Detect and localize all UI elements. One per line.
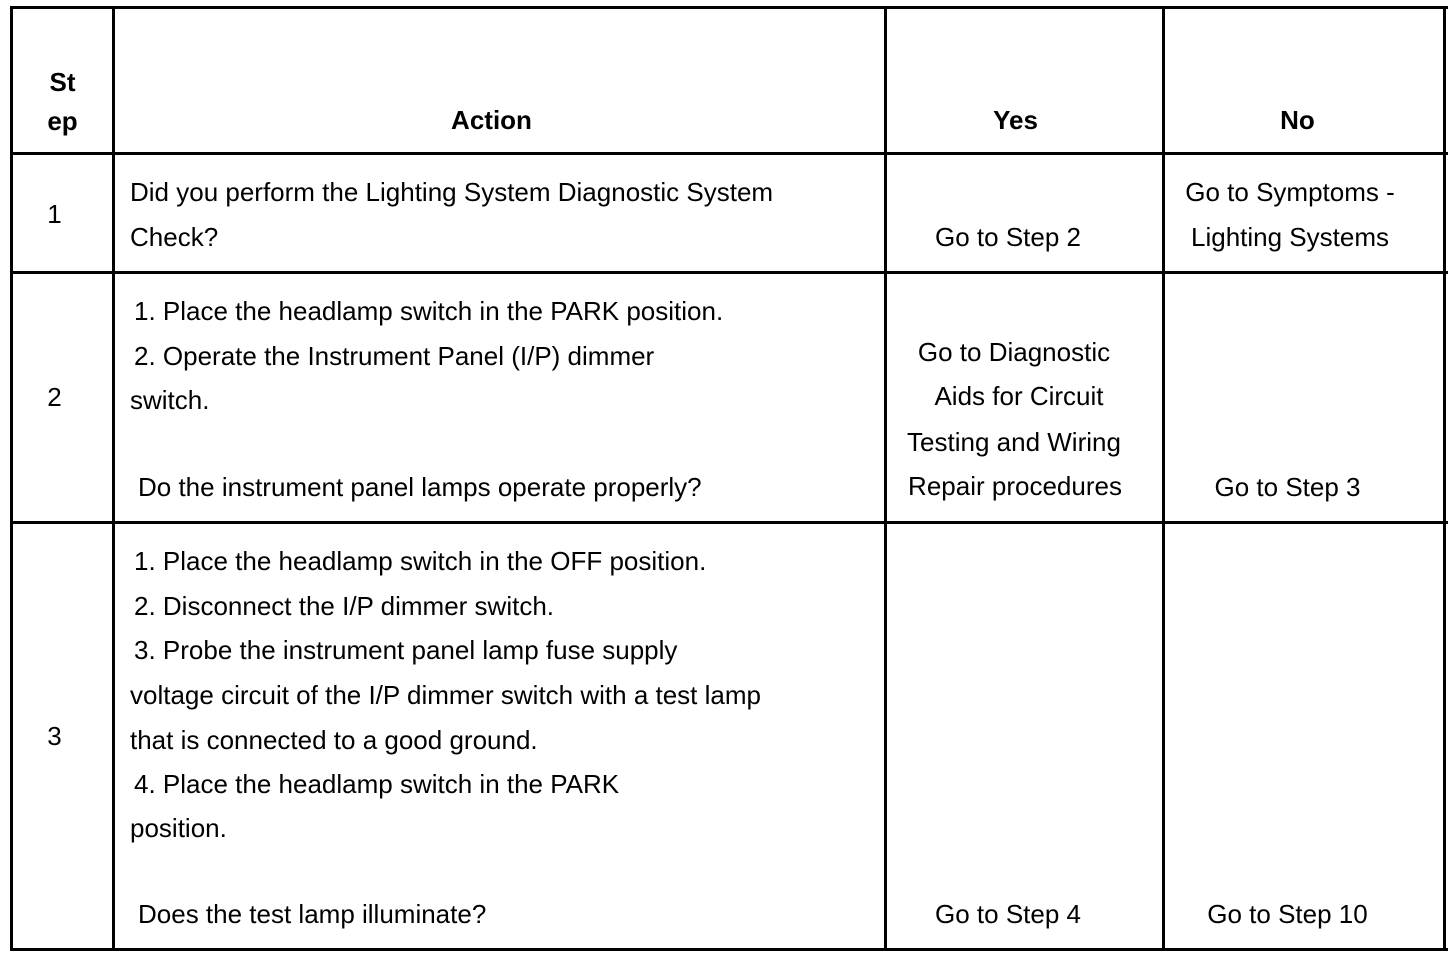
- row-1-action-line: Did you perform the Lighting System Diagnostic System: [130, 177, 774, 207]
- row-3-no: Go to Step 10: [1207, 899, 1368, 929]
- row-2-action-question: Do the instrument panel lamps operate properly?: [138, 472, 702, 502]
- header-no: No: [1280, 105, 1315, 135]
- row-1-no-line: Lighting Systems: [1191, 222, 1389, 252]
- row-3-action-line: 2. Disconnect the I/P dimmer switch.: [134, 591, 555, 621]
- row-3-action-line: 4. Place the headlamp switch in the PARK: [134, 769, 620, 799]
- row-3-yes: Go to Step 4: [935, 899, 1081, 929]
- header-step-line-2: ep: [47, 106, 78, 136]
- row-2-no: Go to Step 3: [1214, 472, 1361, 502]
- row-3-action-question: Does the test lamp illuminate?: [138, 899, 487, 929]
- row-2-action-line: 2. Operate the Instrument Panel (I/P) dimmer: [134, 341, 655, 371]
- table-border-top: [10, 6, 1448, 9]
- row-2-bottom-rule: [10, 521, 1448, 524]
- row-3-action-line: that is connected to a good ground.: [130, 725, 538, 755]
- row-3-step: 3: [47, 721, 62, 751]
- row-2-yes-line: Testing and Wiring: [907, 427, 1121, 457]
- row-2-action-line: 1. Place the headlamp switch in the PARK position.: [134, 296, 724, 326]
- row-2-step: 2: [47, 382, 62, 412]
- row-3-action-line: 1. Place the headlamp switch in the OFF position.: [134, 546, 707, 576]
- header-step-line-1: St: [49, 67, 76, 97]
- row-2-action-line: switch.: [130, 385, 210, 415]
- row-3-action-line: voltage circuit of the I/P dimmer switch with a test lamp: [130, 680, 761, 710]
- row-1-action-line: Check?: [130, 222, 219, 252]
- step-column-divider: [112, 6, 115, 951]
- table-border-bottom: [10, 948, 1448, 951]
- table-border-left: [10, 6, 13, 951]
- row-1-bottom-rule: [10, 271, 1448, 274]
- row-3-action-line: position.: [130, 813, 227, 843]
- row-1-no-line: Go to Symptoms -: [1185, 177, 1395, 207]
- row-2-yes-line: Go to Diagnostic: [917, 337, 1111, 367]
- row-1-step: 1: [47, 199, 62, 229]
- row-2-yes-line: Repair procedures: [908, 471, 1122, 501]
- row-2-yes-line: Aids for Circuit: [934, 381, 1104, 411]
- row-1-yes: Go to Step 2: [935, 222, 1081, 252]
- table-border-right: [1443, 6, 1446, 951]
- header-bottom-rule: [10, 152, 1448, 155]
- header-yes: Yes: [993, 105, 1038, 135]
- header-action: Action: [451, 105, 532, 135]
- row-3-action-line: 3. Probe the instrument panel lamp fuse supply: [134, 635, 678, 665]
